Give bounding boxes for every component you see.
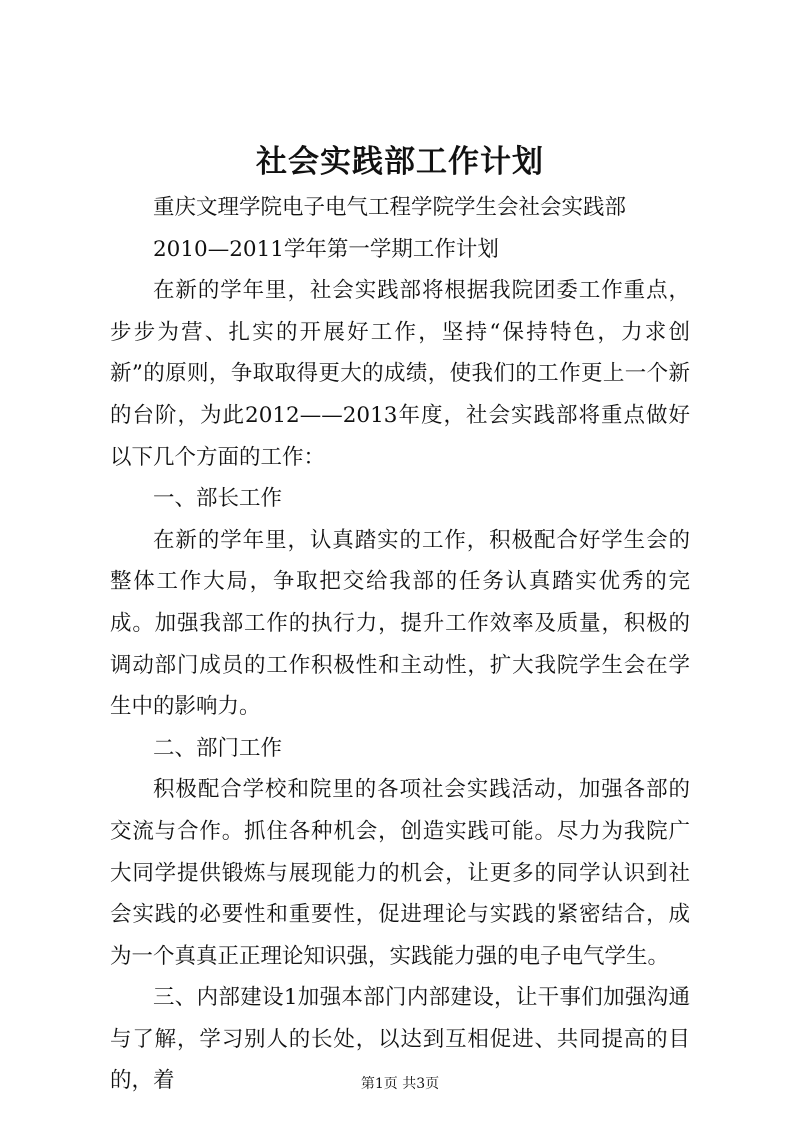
page-number-footer: 第1页 共3页 (360, 1076, 440, 1092)
internal-construction-paragraph: 三、内部建设1加强本部门内部建设，让干事们加强沟通与了解，学习别人的长处，以达到互相促进、共同提高的目的，着 (110, 985, 690, 1094)
subtitle-term: 2010—2011学年第一学期工作计划 (153, 236, 499, 262)
subtitle-organization: 重庆文理学院电子电气工程学院学生会社会实践部 (153, 195, 627, 220)
minister-paragraph: 在新的学年里，认真踏实的工作，积极配合好学生会的整体工作大局，争取把交给我部的任务认真踏实优秀的完成。加强我部工作的执行力，提升工作效率及质量，积极的调动部门成员的工作积极性和主动性，扩大我院学生会在学生中的影响力。 (110, 527, 690, 720)
section-heading-department: 二、部门工作 (153, 735, 283, 761)
section-heading-minister: 一、部长工作 (153, 486, 283, 512)
document-title: 社会实践部工作计划 (256, 144, 544, 180)
document-body (110, 187, 690, 1102)
department-paragraph: 积极配合学校和院里的各项社会实践活动，加强各部的交流与合作。抓住各种机会，创造实践可能。尽力为我院广大同学提供锻炼与展现能力的机会，让更多的同学认识到社会实践的必要性和重要性，促进理论与实践的紧密结合，成为一个真真正正理论知识强，实践能力强的电子电气学生。 (110, 777, 690, 969)
intro-paragraph: 在新的学年里，社会实践部将根据我院团委工作重点，步步为营、扎实的开展好工作，坚持“保持特色，力求创新”的原则，争取取得更大的成绩，使我们的工作更上一个新的台阶，为此2012——2013年度，社会实践部将重点做好以下几个方面的工作： (110, 278, 690, 470)
